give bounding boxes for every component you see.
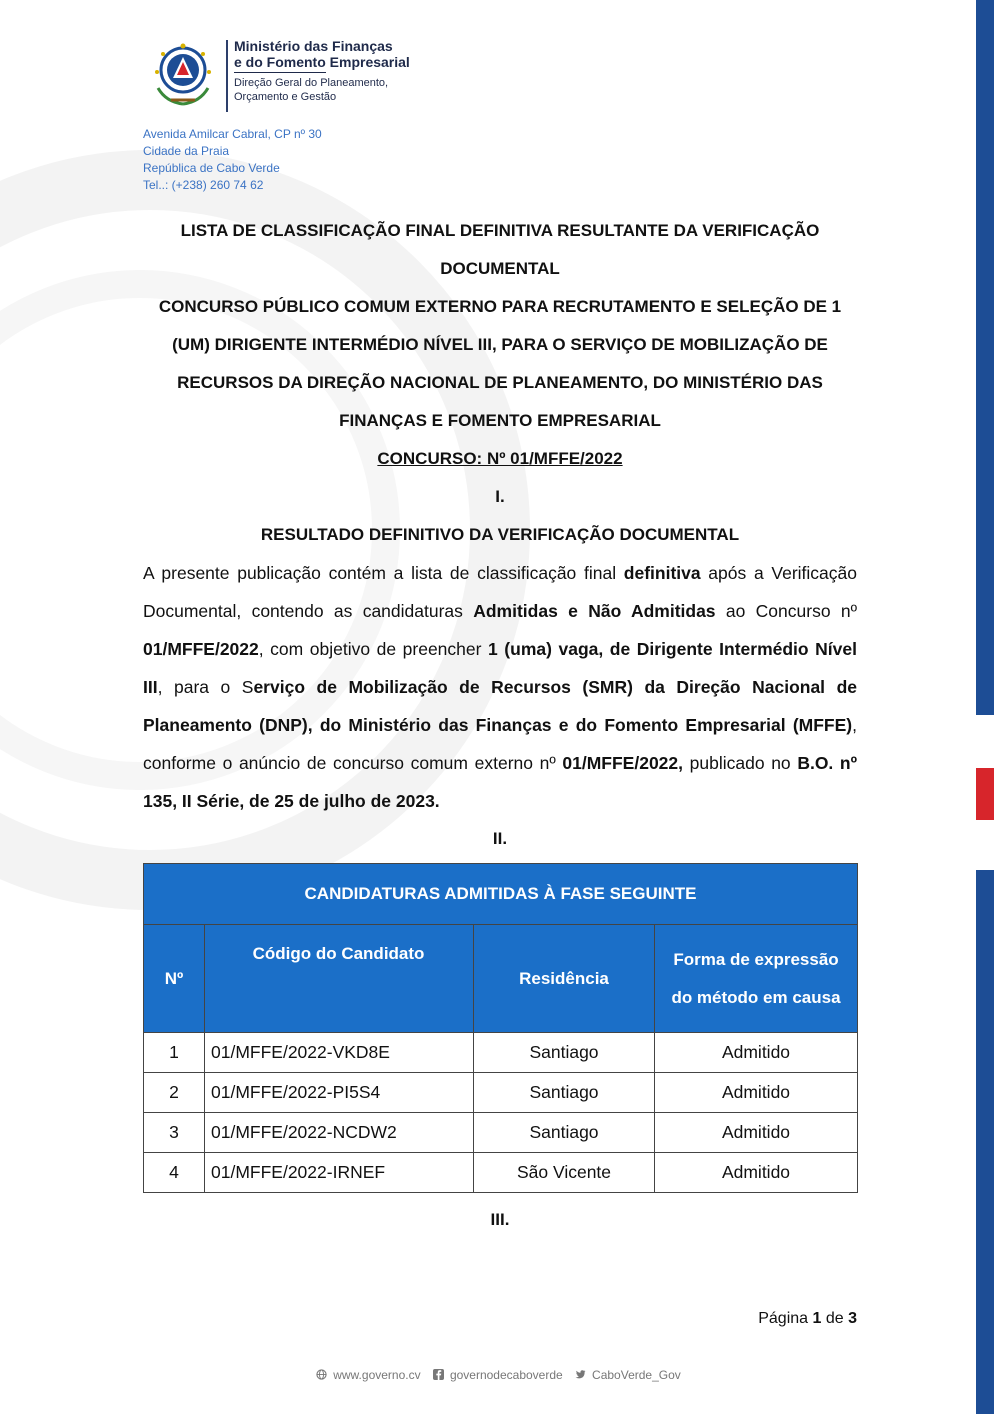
cell-status: Admitido — [655, 1073, 858, 1113]
section-one-title: RESULTADO DEFINITIVO DA VERIFICAÇÃO DOCUMENTAL — [260, 525, 740, 544]
body-text-1: A presente publicação contém a lista de classificação final — [143, 563, 624, 583]
page-current: 1 — [812, 1310, 822, 1327]
page-total: 3 — [848, 1310, 857, 1327]
cell-residence: Santiago — [474, 1113, 655, 1153]
body-bold-7: B.O. nº 135, II Série, de 25 de julho de 2023. — [143, 753, 858, 811]
section-one-number: I. — [495, 487, 505, 506]
table-caption: CANDIDATURAS ADMITIDAS À FASE SEGUINTE — [144, 864, 858, 925]
body-bold-1: definitiva — [623, 563, 701, 583]
globe-icon — [316, 1369, 327, 1380]
table-caption-row — [144, 864, 858, 925]
footer-twitter-text: CaboVerde_Gov — [592, 1368, 681, 1382]
ministry-name-line2: e do Fomento Empresarial — [234, 54, 410, 70]
cell-code: 01/MFFE/2022-PI5S4 — [205, 1073, 474, 1113]
cell-residence: São Vicente — [474, 1153, 655, 1193]
body-bold-3: 01/MFFE/2022 — [143, 639, 259, 659]
body-text-4: , com objetivo de preencher — [258, 639, 489, 659]
footer-twitter[interactable] — [575, 1368, 684, 1382]
direcao-line2: Orçamento e Gestão — [234, 91, 337, 103]
ministry-name-line1: Ministério das Finanças — [234, 38, 393, 54]
column-header-form-line2: do método em causa — [671, 987, 841, 1007]
footer — [0, 1368, 1000, 1382]
twitter-icon — [575, 1369, 586, 1380]
cell-status: Admitido — [655, 1033, 858, 1073]
footer-facebook-text: governodecaboverde — [449, 1368, 563, 1382]
body-text-2: após a Verificação Documental, contendo as candidaturas — [143, 563, 857, 621]
footer-web[interactable] — [316, 1368, 423, 1382]
table-row — [144, 1113, 858, 1153]
coat-of-arms-icon — [146, 38, 220, 112]
table-row — [144, 1153, 858, 1193]
side-stripe-red — [976, 768, 994, 820]
column-header-form-line1: Forma de expressão — [673, 949, 839, 969]
column-header-code: Código do Candidato — [205, 925, 474, 1033]
title-line6: FINANÇAS E FOMENTO EMPRESARIAL — [339, 411, 661, 430]
body-text-5: , para o S — [157, 677, 254, 697]
title-line2: DOCUMENTAL — [440, 259, 560, 278]
page-mid: de — [821, 1310, 849, 1327]
body-bold-2: Admitidas e Não Admitidas — [473, 601, 716, 621]
cell-number: 4 — [144, 1153, 205, 1193]
footer-web-text: www.governo.cv — [333, 1368, 421, 1382]
address-phone: Tel..: (+238) 260 74 62 — [143, 178, 264, 192]
candidates-table — [143, 863, 858, 1193]
cell-code: 01/MFFE/2022-VKD8E — [205, 1033, 474, 1073]
column-header-residence: Residência — [474, 925, 655, 1033]
footer-facebook[interactable] — [433, 1368, 566, 1382]
ministry-logo — [146, 38, 410, 112]
body-bold-4: 1 (uma) vaga, de Dirigente Intermédio Nível III — [143, 639, 857, 697]
cell-residence: Santiago — [474, 1033, 655, 1073]
body-text-6: , conforme o anúncio de concurso comum externo nº — [143, 715, 857, 773]
address-street: Avenida Amilcar Cabral, CP nº 30 — [143, 127, 322, 141]
logo-divider — [226, 40, 228, 112]
side-stripe-blue-top — [976, 0, 994, 715]
table-row — [144, 1033, 858, 1073]
body-text-7: publicado no — [683, 753, 798, 773]
cell-status: Admitido — [655, 1113, 858, 1153]
ministry-underline — [234, 72, 326, 73]
column-header-form — [655, 925, 858, 1033]
address-country: República de Cabo Verde — [143, 161, 280, 175]
page-prefix: Página — [758, 1310, 813, 1327]
body-text-3: ao Concurso nº — [715, 601, 858, 621]
table-row — [144, 1073, 858, 1113]
column-header-number: Nº — [144, 925, 205, 1033]
body-paragraph — [143, 554, 857, 820]
cell-number: 1 — [144, 1033, 205, 1073]
table-header-row — [144, 925, 858, 1033]
address-block — [143, 126, 322, 194]
document-heading — [143, 212, 857, 554]
ministry-name-block — [234, 38, 410, 104]
concurso-number: CONCURSO: Nº 01/MFFE/2022 — [377, 449, 623, 468]
cell-code: 01/MFFE/2022-IRNEF — [205, 1153, 474, 1193]
address-city: Cidade da Praia — [143, 144, 230, 158]
section-two-number: II. — [492, 829, 508, 848]
title-line4: (UM) DIRIGENTE INTERMÉDIO NÍVEL III, PARA O SERVIÇO DE MOBILIZAÇÃO DE — [172, 335, 828, 354]
body-bold-6: 01/MFFE/2022, — [562, 753, 684, 773]
cell-number: 3 — [144, 1113, 205, 1153]
section-three-number: III. — [490, 1210, 510, 1229]
title-line1: LISTA DE CLASSIFICAÇÃO FINAL DEFINITIVA RESULTANTE DA VERIFICAÇÃO — [180, 221, 820, 240]
page-number — [758, 1310, 857, 1328]
body-bold-5: erviço de Mobilização de Recursos (SMR) da Direção Nacional de Planeamento (DNP), do Ministério das Finanças e do Fomento Empresarial (MFFE) — [143, 677, 857, 735]
cell-status: Admitido — [655, 1153, 858, 1193]
title-line5: RECURSOS DA DIREÇÃO NACIONAL DE PLANEAMENTO, DO MINISTÉRIO DAS — [177, 373, 823, 392]
side-stripe-blue-bottom — [976, 870, 994, 1414]
facebook-icon — [433, 1369, 444, 1380]
direcao-line1: Direção Geral do Planeamento, — [234, 77, 389, 89]
title-line3: CONCURSO PÚBLICO COMUM EXTERNO PARA RECRUTAMENTO E SELEÇÃO DE 1 — [158, 297, 842, 316]
cell-code: 01/MFFE/2022-NCDW2 — [205, 1113, 474, 1153]
cell-number: 2 — [144, 1073, 205, 1113]
cell-residence: Santiago — [474, 1073, 655, 1113]
